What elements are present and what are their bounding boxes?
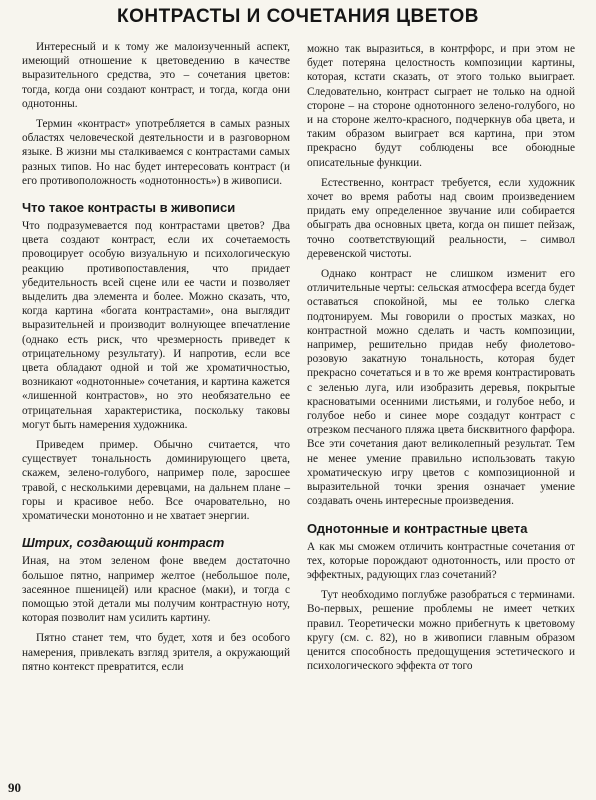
section-heading-contrasts: Что такое контрасты в живописи [22, 200, 236, 216]
paragraph-monotone-2: Тут необходимо поглубже разобраться с терминами. Во-первых, решение проблемы не имеет четких правил. Теоретически можно прибегнуть к цветовому кругу (см. с. 82), но в живописи главным образом ценится способность предощущения эстетического и психологического эффекта от того [307, 589, 575, 673]
intro-paragraph-2: Термин «контраст» употребляется в самых разных областях человеческой деятельности и в разговорном языке. В жизни мы сталкиваемся с контрастами самых разных типов. Но нас будет интересовать контраст (и его противоположность «однотонность») в живописи. [22, 118, 290, 187]
paragraph-contrasts-2: Приведем пример. Обычно считается, что существует тональность доминирующего цвета, скажем, зелено-голубого, например поле, заросшее травой, с несколькими деревцами, на дальнем плане – горы и красивое небо. Все очаровательно, но хроматически монотонно и не хватает энергии. [22, 439, 290, 523]
paragraph-stroke-1: Иная, на этом зеленом фоне введем достаточно большое пятно, например желтое (небольшое поле, засеянное пшеницей) или красное (маки), и тогда с помощью этой детали мы получим контрастную ноту, которая позволит нам усилить картину. [22, 555, 290, 625]
paragraph-natural-contrast: Естественно, контраст требуется, если художник хочет во время работы над своим произведением придать ему определенное звучание или собирается обыграть два основных цвета, когда он пишет пейзаж, точно соответствующий реальности, – символ деревенской чистоты. [307, 176, 575, 260]
right-column [307, 42, 575, 679]
section-heading-stroke: Штрих, создающий контраст [22, 535, 225, 551]
paragraph-contrasts-1: Что подразумевается под контрастами цветов? Два цвета создают контраст, если их сочетаемость провоцирует особую визуальную и психологическую реакцию противопоставления, что придает убедительность всей сцене или ее части и позволяет выделить два элемента и более. Можно сказать, что, когда картина «богата контрастами», она выглядит выразительней и производит волнующее впечатление (однако есть риск, что чрезмерность приведет к отрицательному результату). И напротив, если все цвета обладают одной и той же хроматичностью, возникают «однотонные» сочетания, и картина кажется «лишенной контрастов», но это необязательно ее отрицательная характеристика, поскольку таковы могут быть намерения художника. [22, 220, 290, 431]
intro-paragraph-1: Интересный и к тому же малоизученный аспект, имеющий отношение к цветоведению в качестве выразительного средства, это – сочетания цветов: тогда, когда они создают контраст, и тогда, когда они однотонны. [22, 41, 290, 110]
page-title: КОНТРАСТЫ И СОЧЕТАНИЯ ЦВЕТОВ [116, 6, 480, 27]
paragraph-continuation: можно так выразиться, в контрфорс, и при этом не будет потеряна целостность композиции картины, которая, кстати сказать, от этого только выиграет. Следовательно, контраст сыграет не только на одной стороне – на стороне однотонного зелено-голубого, но и на стороне желто-красного, подчеркнув оба цвета, и таким образом выиграет вся картина, при этом прекрасно будут соблюдены все обоюдные описательные функции. [307, 43, 575, 169]
paragraph-stroke-2: Пятно станет тем, что будет, хотя и без особого намерения, привлекать взгляд зрителя, а окружающий пятно контекст превратится, если [22, 632, 290, 673]
paragraph-monotone-1: А как мы сможем отличить контрастные сочетания от тех, которые порождают однотонность, или просто от эффектных, радующих глаз сочетаний? [307, 540, 575, 581]
page-number: 90 [8, 780, 21, 795]
section-heading-monotone: Однотонные и контрастные цвета [307, 520, 528, 536]
paragraph-atmosphere: Однако контраст не слишком изменит его отличительные черты: сельская атмосфера всегда будет оставаться спокойной, мы ее только слегка подтонируем. Мы говорили о простых мазках, но контрастной можно сделать и часть композиции, например, решительно придав небу фиолетово-розовую закатную тональность, которая будет прекрасно сочетаться и в то же время контрастировать с зеленью луга, или изобразить деревья, покрытые красноватыми осенними листьями, и голубое небо, и голубое небо и синее море создадут контраст с отрезком песчаного пляжа цвета бисквитного фарфора. Все эти сочетания дают великолепный результат. Тем не менее умение правильно использовать такую хроматическую игру цветов с композиционной и выразительной точки зрения означает умение создавать очень интересные произведения. [307, 268, 575, 508]
left-column [22, 40, 290, 680]
